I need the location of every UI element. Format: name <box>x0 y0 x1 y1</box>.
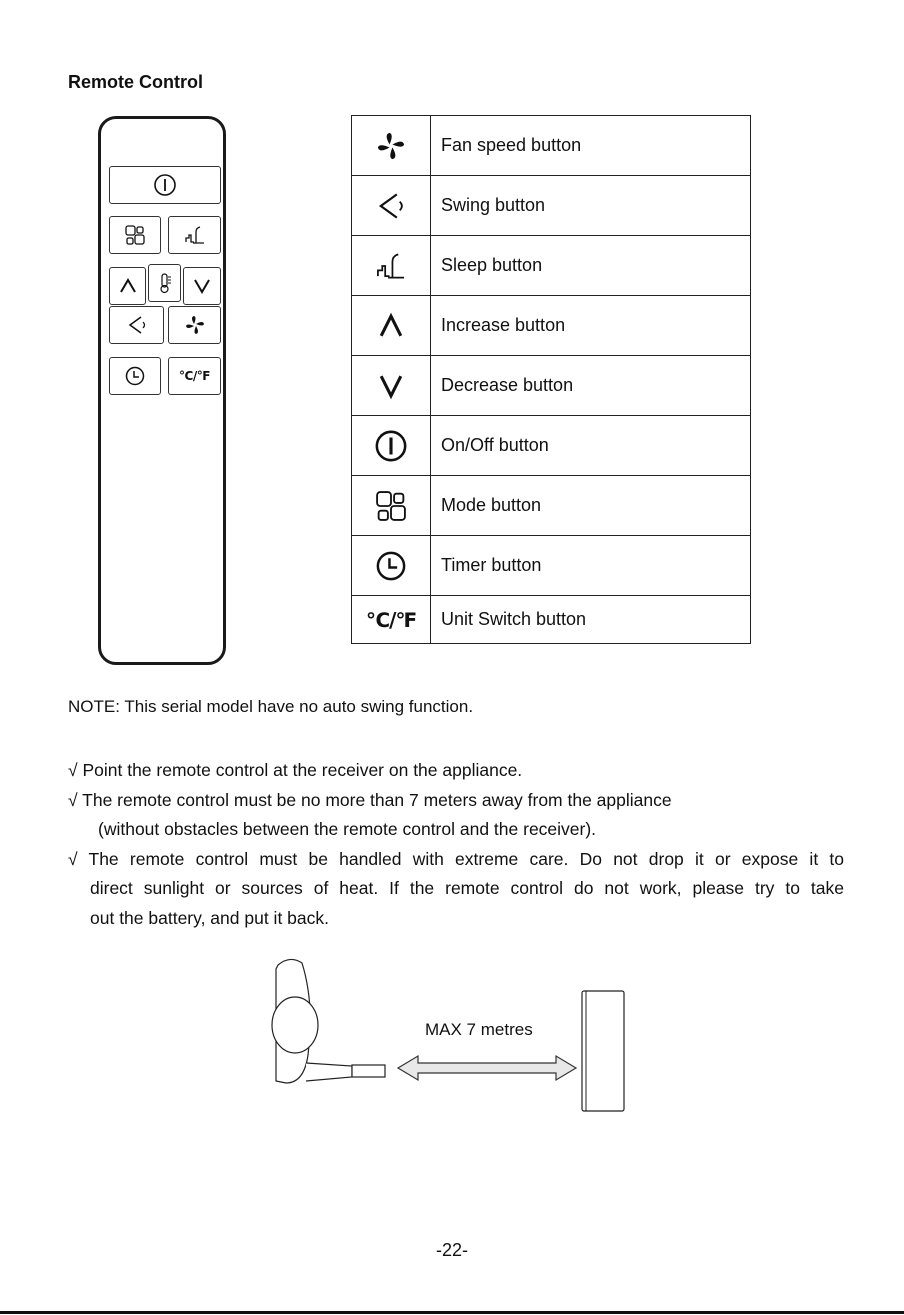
remote-timer-button <box>109 357 161 395</box>
legend-row <box>352 356 751 416</box>
unit-switch-label: °C/°F <box>179 369 210 383</box>
mode-icon <box>374 489 408 523</box>
instruction-item: √ The remote control must be no more than 7 meters away from the appliance <box>68 789 672 810</box>
legend-label: Increase button <box>431 296 751 356</box>
unit-switch-icon: ℃/℉ <box>365 607 417 632</box>
page-number: -22- <box>435 1240 468 1260</box>
legend-row <box>352 176 751 236</box>
legend-label: Decrease button <box>431 356 751 416</box>
remote-decrease-button <box>183 267 221 305</box>
footer-rule <box>0 1311 904 1314</box>
legend-row <box>352 536 751 596</box>
fan-speed-icon <box>184 314 206 336</box>
remote-power-button <box>109 166 221 204</box>
increase-icon <box>377 312 405 340</box>
thermometer-icon <box>157 272 173 294</box>
instruction-item: √ Point the remote control at the receiver on the appliance. <box>68 760 523 780</box>
distance-label: MAX 7 metres <box>425 1020 533 1039</box>
mode-icon <box>124 224 146 246</box>
remote-temp-indicator <box>148 264 181 302</box>
legend-label: Timer button <box>431 536 751 596</box>
power-icon <box>374 429 408 463</box>
timer-icon <box>124 365 146 387</box>
legend-label: Mode button <box>431 476 751 536</box>
power-icon <box>153 173 177 197</box>
sleep-icon <box>375 249 407 283</box>
instruction-item-continuation: out the battery, and put it back. <box>90 907 329 928</box>
page-title: Remote Control <box>68 72 203 92</box>
remote-mode-button <box>109 216 161 254</box>
legend-row <box>352 116 751 176</box>
increase-icon <box>118 276 138 296</box>
remote-control-illustration <box>98 116 226 665</box>
remote-in-hand <box>352 1065 385 1077</box>
decrease-icon <box>377 372 405 400</box>
remote-sleep-button <box>168 216 221 254</box>
legend-row <box>352 296 751 356</box>
remote-unit-switch-button <box>168 357 221 395</box>
instruction-item-continuation: direct sunlight or sources of heat. If the remote control do not work, please try to take <box>90 878 844 898</box>
legend-label: Swing button <box>431 176 751 236</box>
hand-illustration <box>272 959 385 1083</box>
remote-increase-button <box>109 267 146 305</box>
remote-swing-button <box>109 306 164 344</box>
legend-label: On/Off button <box>431 416 751 476</box>
swing-icon <box>375 190 407 222</box>
swing-icon <box>126 314 148 336</box>
legend-row <box>352 236 751 296</box>
button-legend-table <box>351 115 751 644</box>
remote-fan-speed-button <box>168 306 221 344</box>
legend-row <box>352 416 751 476</box>
note-text: NOTE: This serial model have no auto swing function. <box>68 697 474 716</box>
legend-label: Sleep button <box>431 236 751 296</box>
appliance-illustration <box>582 991 624 1111</box>
instruction-list <box>68 756 844 933</box>
instruction-item: √ The remote control must be handled with extreme care. Do not drop it or expose it to <box>68 848 844 869</box>
fan-speed-icon <box>375 130 407 162</box>
instruction-item-continuation: (without obstacles between the remote control and the receiver). <box>98 819 597 839</box>
legend-label: Fan speed button <box>431 116 751 176</box>
sleep-icon <box>184 224 206 246</box>
timer-icon <box>374 549 408 583</box>
legend-row <box>352 596 751 644</box>
legend-row <box>352 476 751 536</box>
decrease-icon <box>192 276 212 296</box>
distance-arrow <box>398 1056 576 1080</box>
legend-label: Unit Switch button <box>431 596 751 644</box>
